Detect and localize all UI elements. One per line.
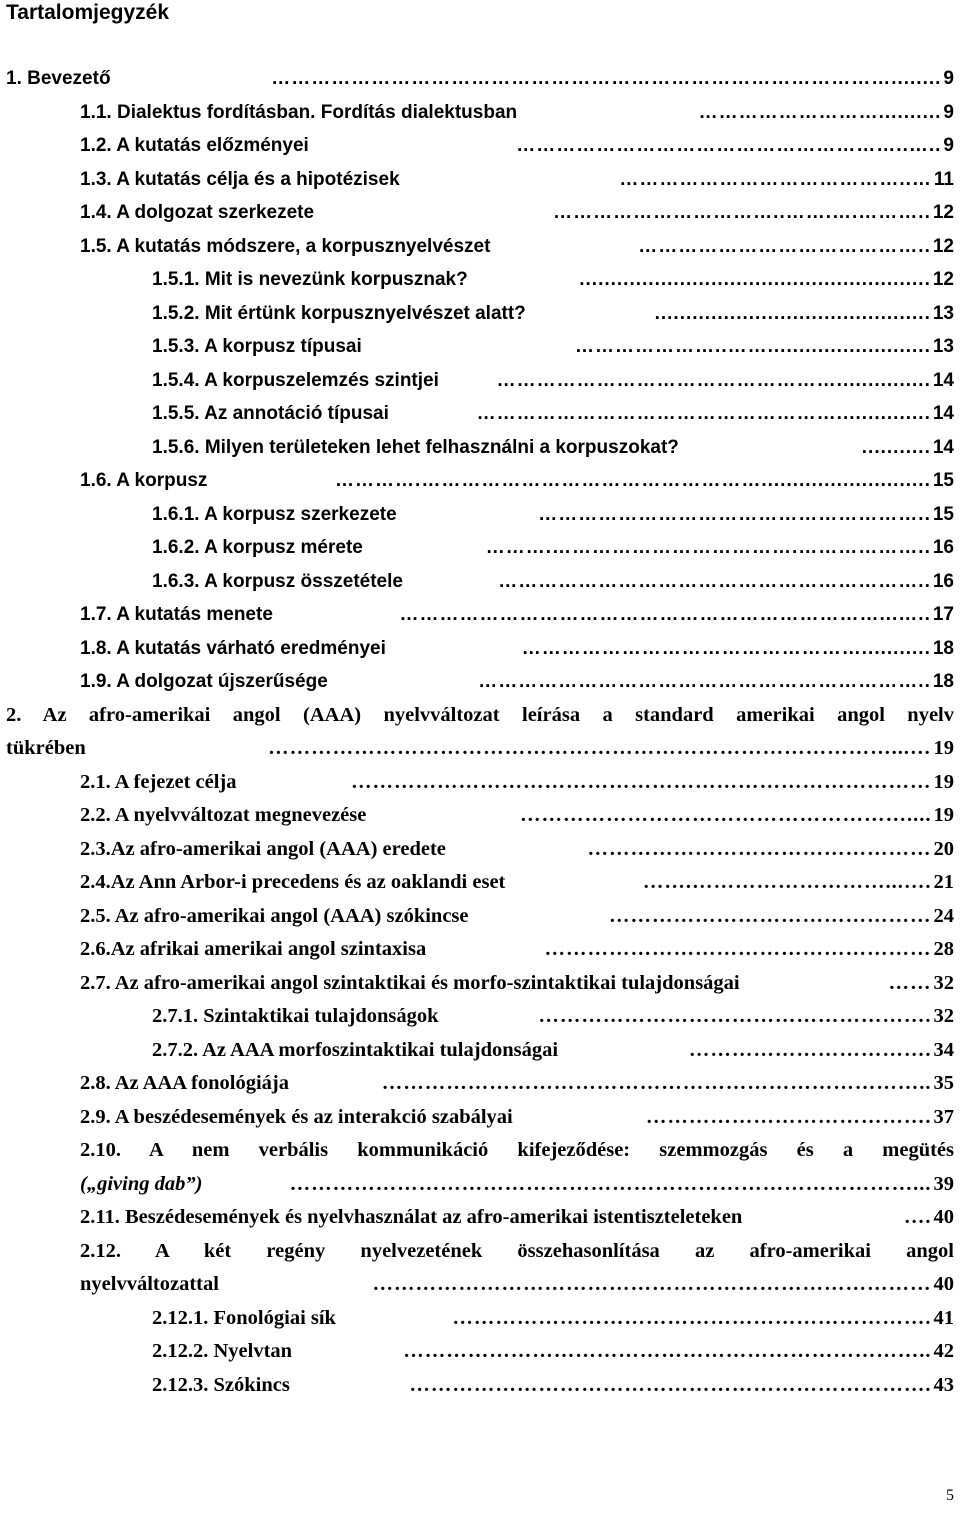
toc-entry-page: 9 bbox=[943, 68, 954, 89]
toc-entry[interactable] bbox=[0, 498, 960, 532]
toc-entry-page: 13 bbox=[932, 336, 954, 357]
toc-entry-label: 1.5.6. Milyen területeken lehet felhasználni a korpuszokat? bbox=[152, 436, 679, 458]
toc-entry[interactable] bbox=[0, 699, 960, 733]
toc-entry-label: 2.6.Az afrikai amerikai angol szintaxisa bbox=[80, 938, 427, 960]
toc-entry-label: 2.4.Az Ann Arbor-i precedens és az oaklandi eset bbox=[80, 871, 506, 893]
toc-entry-label: 1.8. A kutatás várható eredményei bbox=[80, 637, 386, 659]
toc-entry-label: 1.5.5. Az annotáció típusai bbox=[152, 403, 389, 424]
toc-entry-page: 35 bbox=[933, 1072, 954, 1094]
toc-entry-page: 32 bbox=[933, 1005, 954, 1027]
toc-entry-leader: ………………………………………………………………...….. bbox=[399, 604, 931, 625]
toc-entry-page: 41 bbox=[933, 1306, 954, 1329]
toc-entry[interactable] bbox=[0, 665, 960, 699]
toc-entry-label: 1.5.2. Mit értünk korpusznyelvészet alatt? bbox=[152, 302, 526, 324]
toc-entry[interactable] bbox=[0, 598, 960, 632]
toc-entry-label: 2.5. Az afro-amerikai angol (AAA) szókincse bbox=[80, 904, 469, 927]
toc-entry-label: 2.7. Az afro-amerikai angol szintaktikai és morfo-szintaktikai tulajdonságai bbox=[80, 971, 740, 994]
toc-entry[interactable] bbox=[0, 230, 960, 264]
toc-entry[interactable] bbox=[0, 866, 960, 900]
toc-entry-leader: ………………………………………………. bbox=[538, 1005, 932, 1027]
toc-entry-leader: ……………………………………………............... bbox=[496, 369, 931, 391]
toc-entry[interactable] bbox=[0, 364, 960, 398]
toc-entry[interactable] bbox=[0, 263, 960, 297]
toc-entry[interactable] bbox=[0, 196, 960, 230]
toc-entry-leader: ……….……………………………….……………….. bbox=[485, 537, 931, 558]
toc-entry-page: 15 bbox=[932, 503, 954, 525]
toc-entry-label: 2.12.1. Fonológiai sík bbox=[152, 1306, 336, 1329]
toc-entry-page: 16 bbox=[932, 537, 954, 558]
toc-entry-label: 2.12.3. Szókincs bbox=[152, 1373, 290, 1396]
toc-entry-label: 1.5.1. Mit is nevezünk korpusznak? bbox=[152, 269, 468, 290]
toc-entry-leader: ……………………………………………………………………………...… bbox=[268, 737, 932, 759]
toc-entry-leader: ……………………….......... bbox=[698, 101, 942, 123]
toc-entry-label: 1.6.2. A korpusz mérete bbox=[152, 537, 363, 558]
toc-entry-leader: ……………………………………………………………….. bbox=[403, 1340, 932, 1362]
toc-entry-label: 2.1. A fejezet célja bbox=[80, 770, 237, 793]
toc-entry-page: 12 bbox=[932, 269, 954, 290]
toc-entry-leader: …………………………………………………………………… bbox=[372, 1273, 932, 1295]
toc-entry-leader: ………………………………………………………………….. bbox=[381, 1072, 932, 1094]
toc-entry[interactable] bbox=[0, 833, 960, 867]
toc-entry[interactable] bbox=[0, 531, 960, 565]
toc-entry-label: 1.3. A kutatás célja és a hipotézisek bbox=[80, 168, 400, 190]
toc-entry-label: 1.4. A dolgozat szerkezete bbox=[80, 202, 315, 223]
toc-entry-leader: ……………………………………………… bbox=[544, 938, 932, 960]
toc-entry-leader: ……………………………………………………….. bbox=[498, 570, 931, 592]
toc-entry-label: 1. Bevezető bbox=[6, 68, 111, 89]
toc-entry[interactable] bbox=[0, 1268, 960, 1302]
toc-entry-label: 1.5.4. A korpuszelemzés szintjei bbox=[152, 369, 439, 391]
toc-entry-leader: …. bbox=[903, 1206, 932, 1228]
toc-entry-leader: ........... bbox=[861, 436, 931, 458]
toc-entry[interactable] bbox=[0, 1168, 960, 1202]
toc-entry-page: 18 bbox=[932, 637, 954, 659]
toc-entry-page: 16 bbox=[932, 570, 954, 592]
toc-entry[interactable] bbox=[0, 1235, 960, 1269]
toc-entry-page: 11 bbox=[933, 168, 954, 190]
toc-entry-label-continued: tükrében bbox=[6, 737, 86, 759]
toc-entry[interactable] bbox=[0, 1302, 960, 1336]
toc-entry[interactable] bbox=[0, 96, 960, 130]
toc-entry-label-continued: („giving dab”) bbox=[80, 1172, 203, 1195]
toc-entry[interactable] bbox=[0, 464, 960, 498]
toc-entry-label: 1.2. A kutatás előzményei bbox=[80, 135, 309, 156]
toc-entry[interactable] bbox=[0, 565, 960, 599]
toc-entry-label: 1.9. A dolgozat újszerűsége bbox=[80, 671, 328, 692]
toc-entry[interactable] bbox=[0, 900, 960, 934]
toc-entry-page: 40 bbox=[933, 1206, 954, 1228]
toc-entry[interactable] bbox=[0, 933, 960, 967]
toc-entry-label: 2.3.Az afro-amerikai angol (AAA) eredete bbox=[80, 837, 446, 860]
toc-entry-page: 42 bbox=[933, 1340, 954, 1362]
toc-entry-label: 1.6. A korpusz bbox=[80, 470, 208, 491]
toc-entry-leader: ………………………………………………………….. bbox=[478, 671, 931, 692]
toc-entry-leader: …………………..…….......................... bbox=[575, 336, 931, 357]
toc-entry-page: 19 bbox=[933, 770, 954, 793]
toc-entry-page: 15 bbox=[932, 470, 954, 491]
toc-entry-leader: …………………………………. bbox=[645, 1105, 932, 1128]
toc-entry-page: 9 bbox=[943, 101, 954, 123]
toc-entry[interactable] bbox=[0, 1201, 960, 1235]
toc-entry-label: 1.6.3. A korpusz összetétele bbox=[152, 570, 403, 592]
toc-entry[interactable] bbox=[0, 1034, 960, 1068]
toc-entry-label: 2.7.2. Az AAA morfoszintaktikai tulajdonságai bbox=[152, 1038, 559, 1061]
toc-entry[interactable] bbox=[0, 967, 960, 1001]
toc-entry-page: 18 bbox=[932, 671, 954, 692]
toc-entry-page: 12 bbox=[932, 235, 954, 257]
toc-entry-leader: ……………………………………………………………………………... bbox=[289, 1172, 932, 1195]
table-of-contents bbox=[0, 62, 960, 1402]
toc-entry[interactable] bbox=[0, 632, 960, 666]
toc-entry-label: 2.8. Az AAA fonológiája bbox=[80, 1072, 289, 1094]
toc-entry[interactable] bbox=[0, 766, 960, 800]
toc-entry[interactable] bbox=[0, 799, 960, 833]
toc-entry-leader: ………….……………………………………………........................... bbox=[335, 470, 931, 491]
toc-entry-page: 13 bbox=[932, 302, 954, 324]
toc-entry-leader: ………………………………………………………………. bbox=[409, 1373, 932, 1396]
toc-entry-leader: …………………………………….. bbox=[638, 235, 931, 257]
toc-entry-label: 2.10. A nem verbális kommunikáció kifejeződése: szemmozgás és a megütés bbox=[80, 1139, 954, 1161]
toc-entry-leader: ………………………………………………….. bbox=[538, 503, 931, 525]
toc-entry-page: 39 bbox=[933, 1172, 954, 1195]
toc-entry-label: 1.7. A kutatás menete bbox=[80, 604, 273, 625]
toc-entry-page: 32 bbox=[933, 971, 954, 994]
toc-entry-leader: …………………………………………………………………………………........ bbox=[271, 68, 942, 89]
toc-entry[interactable] bbox=[0, 397, 960, 431]
toc-entry-page: 12 bbox=[932, 202, 954, 223]
toc-entry-page: 14 bbox=[932, 403, 954, 424]
toc-entry-leader: ……………………………………………………………………… bbox=[351, 770, 932, 793]
toc-entry-label: 1.6.1. A korpusz szerkezete bbox=[152, 503, 397, 525]
toc-entry-page: 14 bbox=[932, 436, 954, 458]
toc-entry-page: 9 bbox=[943, 135, 954, 156]
toc-entry-label: 2.2. A nyelvváltozat megnevezése bbox=[80, 804, 367, 826]
toc-entry-page: 17 bbox=[932, 604, 954, 625]
toc-entry-page: 40 bbox=[933, 1273, 954, 1295]
toc-entry-page: 43 bbox=[933, 1373, 954, 1396]
toc-entry[interactable] bbox=[0, 1335, 960, 1369]
toc-entry-page: 34 bbox=[933, 1038, 954, 1061]
toc-entry-leader: …………………………………………………………. bbox=[452, 1306, 932, 1329]
toc-entry[interactable] bbox=[0, 129, 960, 163]
toc-entry-label: 2.11. Beszédesemények és nyelvhasználat az afro-amerikai istentiszteleteken bbox=[80, 1206, 743, 1228]
toc-entry-page: 24 bbox=[933, 904, 954, 927]
toc-entry[interactable] bbox=[0, 431, 960, 465]
toc-entry-leader: ………………………………………………............... bbox=[476, 403, 931, 424]
toc-entry[interactable] bbox=[0, 1369, 960, 1403]
toc-entry[interactable] bbox=[0, 1101, 960, 1135]
toc-entry-label: 1.5. A kutatás módszere, a korpusznyelvészet bbox=[80, 235, 491, 257]
toc-entry-leader: ……………………………………… bbox=[609, 904, 932, 927]
toc-entry-page: 37 bbox=[933, 1105, 954, 1128]
toc-entry-page: 20 bbox=[933, 837, 954, 860]
toc-entry-leader: ............................................ bbox=[654, 302, 931, 324]
toc-entry-leader: ………………………………………… bbox=[587, 837, 932, 860]
toc-entry[interactable] bbox=[0, 62, 960, 96]
toc-entry[interactable] bbox=[0, 330, 960, 364]
toc-entry-leader: ……………………………………………….... bbox=[520, 804, 932, 826]
toc-entry[interactable] bbox=[0, 1000, 960, 1034]
toc-entry[interactable] bbox=[0, 1134, 960, 1168]
toc-entry-label: 2. Az afro-amerikai angol (AAA) nyelvváltozat leírása a standard amerikai angol nyelv bbox=[6, 703, 954, 726]
toc-entry-label: 2.7.1. Szintaktikai tulajdonságok bbox=[152, 1005, 439, 1027]
toc-entry-label: 2.12.2. Nyelvtan bbox=[152, 1340, 293, 1362]
toc-entry-page: 21 bbox=[933, 871, 954, 893]
toc-entry-leader: ……………………………………………........... bbox=[521, 637, 931, 659]
page-number: 5 bbox=[946, 1487, 954, 1504]
toc-entry-page: 28 bbox=[933, 938, 954, 960]
toc-entry-label: 2.12. A két regény nyelvezetének összehasonlítása az afro-amerikai angol bbox=[80, 1239, 954, 1262]
toc-entry-label: 2.9. A beszédesemények és az interakció szabályai bbox=[80, 1105, 513, 1128]
toc-entry[interactable] bbox=[0, 732, 960, 766]
toc-entry-leader: ……………………………. bbox=[688, 1038, 932, 1061]
toc-entry-label: 1.1. Dialektus fordításban. Fordítás dialektusban bbox=[80, 101, 518, 123]
toc-entry-leader: ……………………………………..… bbox=[619, 168, 932, 190]
toc-entry-leader: …… bbox=[888, 971, 932, 994]
toc-entry[interactable] bbox=[0, 163, 960, 197]
toc-entry-leader: ……………………………..…….….……….. bbox=[553, 202, 931, 223]
toc-entry-page: 14 bbox=[932, 369, 954, 391]
toc-entry[interactable] bbox=[0, 297, 960, 331]
toc-entry-leader: ........................................................ bbox=[579, 269, 931, 290]
toc-entry-page: 19 bbox=[933, 737, 954, 759]
toc-entry[interactable] bbox=[0, 1067, 960, 1101]
toc-entry-leader: …………………………………………………..….. bbox=[516, 135, 942, 156]
page-title: Tartalomjegyzék bbox=[6, 1, 170, 24]
toc-entry-label-continued: nyelvváltozattal bbox=[80, 1273, 219, 1295]
toc-entry-page: 19 bbox=[933, 804, 954, 826]
toc-entry-leader: …….………………………...…. bbox=[642, 871, 932, 893]
toc-entry-label: 1.5.3. A korpusz típusai bbox=[152, 336, 362, 357]
